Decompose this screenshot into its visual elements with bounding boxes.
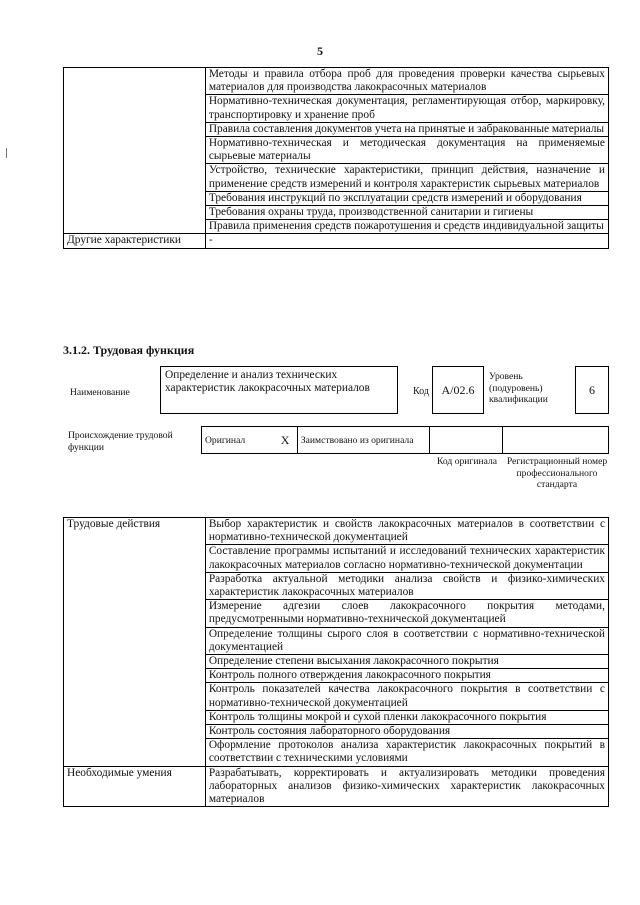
code-label: Код [413,386,429,397]
level-value-box: 6 [575,366,609,414]
section-title: 3.1.2. Трудовая функция [63,343,195,357]
row-item: Требования охраны труда, производственной санитарии и гигиены [205,206,608,220]
table-row [64,234,609,248]
level-label: Уровень (подуровень) квалификации [489,371,548,405]
row-item: Выбор характеристик и свойств лакокрасочных материалов в соответствии с нормативно-технической документацией [205,518,608,545]
row-item: Определение степени высыхания лакокрасочного покрытия [205,655,608,669]
code-original-cell [429,427,503,454]
function-name-box: Определение и анализ технических характеристик лакокрасочных материалов [160,366,398,414]
code-original-caption: Код оригинала [436,456,498,467]
page-number: 5 [317,44,323,58]
row-label [64,68,206,234]
origin-table [201,426,609,454]
row-item: Нормативно-техническая документация, регламентирующая отбор, маркировку, транспортировку и хранение проб [205,95,608,122]
margin-mark [6,148,7,158]
row-label: Другие характеристики [64,234,206,248]
original-label: Оригинал [202,427,274,454]
row-item: Разработка актуальной методики анализа свойств и физико-химических характеристик лакокрасочных материалов [205,572,608,599]
row-item: - [205,234,608,248]
row-item: Определение толщины сырого слоя в соответствии с нормативно-технической документацией [205,627,608,654]
row-item: Оформление протоколов анализа характеристик лакокрасочных покрытий в соответствии с техническими условиями [205,739,608,766]
row-label: Трудовые действия [64,518,206,767]
row-item: Методы и правила отбора проб для проведения проверки качества сырьевых материалов для производства лакокрасочных материалов [205,68,608,95]
reg-number-cell [503,427,609,454]
code-value-box: А/02.6 [432,366,484,414]
table-row [64,766,609,807]
row-item: Контроль толщины мокрой и сухой пленки лакокрасочного покрытия [205,710,608,724]
knowledge-table-continued [63,67,609,249]
row-item: Измерение адгезии слоев лакокрасочного покрытия методами, предусмотренными нормативно-технической документацией [205,600,608,627]
row-item: Нормативно-техническая и методическая документация на применяемые сырьевые материалы [205,137,608,164]
table-row [64,518,609,545]
row-item: Правила составления документов учета на принятые и забракованные материалы [205,122,608,136]
row-item: Разрабатывать, корректировать и актуализировать методики проведения лабораторных анализов физико-химических характеристик лакокрасочных материалов [205,766,608,807]
row-item: Контроль показателей качества лакокрасочного покрытия в соответствии с нормативно-технической документацией [205,683,608,710]
row-item: Правила применения средств пожаротушения и средств индивидуальной защиты [205,220,608,234]
row-item: Требования инструкций по эксплуатации средств измерений и оборудования [205,191,608,205]
name-label: Наименование [70,387,130,398]
original-mark: X [273,427,297,454]
borrowed-label: Заимствовано из оригинала [297,427,429,454]
row-item: Устройство, технические характеристики, принцип действия, назначение и применение средств измерений и контроля характеристик сырьевых материалов [205,164,608,191]
table-row [64,68,609,95]
reg-number-caption: Регистрационный номер профессионального стандарта [506,456,608,490]
origin-label: Происхождение трудовой функции [68,430,173,453]
row-item: Контроль состояния лабораторного оборудования [205,725,608,739]
row-item: Контроль полного отверждения лакокрасочного покрытия [205,669,608,683]
function-table [63,517,609,807]
row-label: Необходимые умения [64,766,206,807]
row-item: Составление программы испытаний и исследований технических характеристик лакокрасочных материалов согласно нормативно-технической документации [205,545,608,572]
